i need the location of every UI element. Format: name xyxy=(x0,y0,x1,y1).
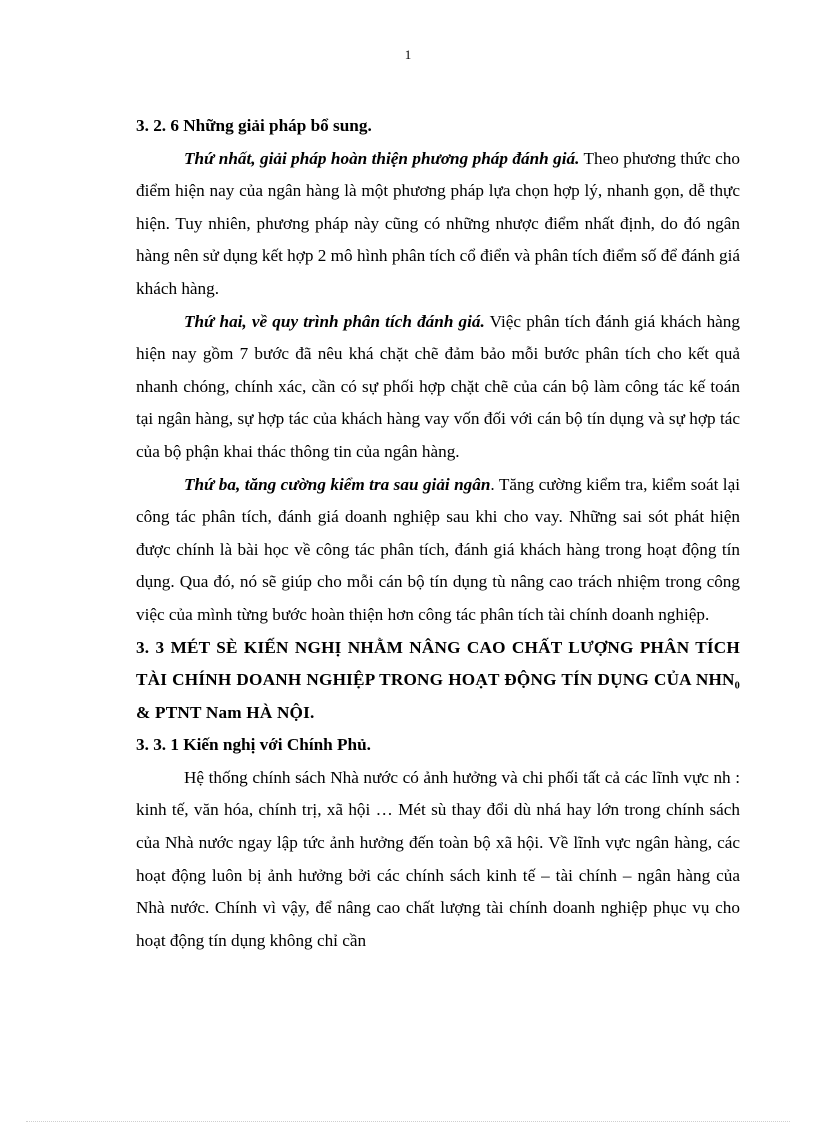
paragraph-government-recommendation: Hệ thống chính sách Nhà nước có ảnh hưởng và chi phối tất cả các lĩnh vực nh : kinh tế, văn hóa, chính trị, xã hội … Mét sù thay đổi dù nhá hay lớn trong chính sách của Nhà nước ngay lập tức ảnh hưởng đến toàn bộ xã hội. Về lĩnh vực ngân hàng, các hoạt động luôn bị ảnh hưởng bởi các chính sách kinh tế – tài chính – ngân hàng của Nhà nước. Chính vì vậy, để nâng cao chất lượng tài chính doanh nghiệp phục vụ cho hoạt động tín dụng không chỉ cần xyxy=(136,767,740,950)
paragraph-text: . Tăng cường kiểm tra, kiểm soát lại công tác phân tích, đánh giá doanh nghiệp sau khi cho vay. Những sai sót phát hiện được chính là bài học về công tác phân tích, đánh giá khách hàng trong hoạt động tín dụng. Qua đó, nó sẽ giúp cho mỗi cán bộ tín dụng tù nâng cao trách nhiệm trong công việc của mình từng bước hoàn thiện hơn công tác phân tích tài chính doanh nghiệp. xyxy=(136,474,740,624)
paragraph-second-solution xyxy=(136,306,740,469)
paragraph-third-solution xyxy=(136,469,740,632)
paragraph-first-solution xyxy=(136,143,740,306)
paragraph-lead: Thứ nhất, giải pháp hoàn thiện phương pháp đánh giá. xyxy=(184,148,580,168)
paragraph-lead: Thứ hai, về quy trình phân tích đánh giá. xyxy=(184,311,485,331)
section-heading-3-2-6: 3. 2. 6 Những giải pháp bổ sung. xyxy=(136,116,372,135)
paragraph-text: Theo phương thức cho điểm hiện nay của ngân hàng là một phương pháp lựa chọn hợp lý, nhanh gọn, dễ thực hiện. Tuy nhiên, phương pháp này cũng có những nhược điểm nhất định, do đó ngân hàng nên sử dụng kết hợp 2 mô hình phân tích cổ điển và phân tích điểm số để đánh giá khách hàng. xyxy=(136,148,740,298)
document-body xyxy=(136,110,740,957)
section-heading-3-3-1: 3. 3. 1 Kiến nghị với Chính Phủ. xyxy=(136,735,371,755)
page-bottom-divider xyxy=(26,1121,790,1122)
paragraph-lead: Thứ ba, tăng cường kiểm tra sau giải ngân xyxy=(184,474,491,494)
section-heading-3-3: 3. 3 MÉT SÈ KIẾN NGHỊ NHẰM NÂNG CAO CHẤT LƯỢNG PHÂN TÍCH TÀI CHÍNH DOANH NGHIỆP TRONG HOẠT ĐỘNG TÍN DỤNG CỦA NHN₀ & PTNT Nam HÀ NỘI. xyxy=(136,637,740,722)
page-number: 1 xyxy=(404,47,412,62)
paragraph-text: Việc phân tích đánh giá khách hàng hiện nay gồm 7 bước đã nêu khá chặt chẽ đảm bảo mỗi bước phân tích cho kết quả nhanh chóng, chính xác, cần có sự phối hợp chặt chẽ của cán bộ làm công tác kế toán tại ngân hàng, sự hợp tác của khách hàng vay vốn đối với cán bộ tín dụng và sự hợp tác của bộ phận khai thác thông tin của ngân hàng. xyxy=(136,311,740,461)
